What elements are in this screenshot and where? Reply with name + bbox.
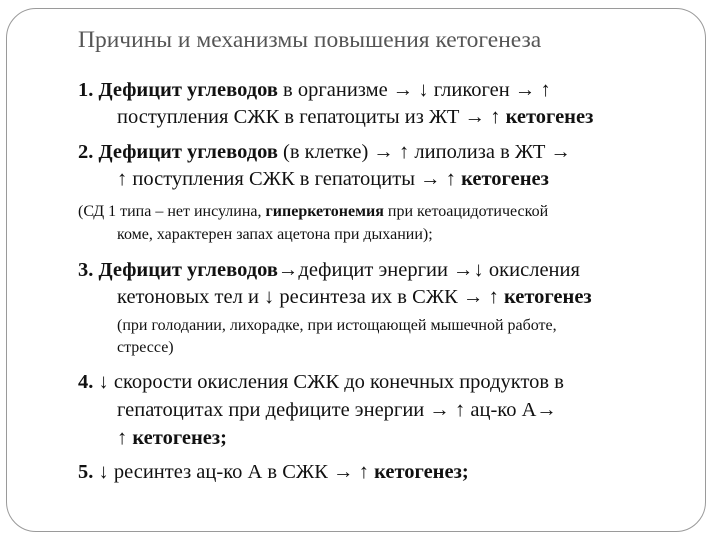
bold-term: Дефицит углеводов: [98, 79, 278, 101]
item-5-line-1: [78, 459, 469, 485]
item-2-line-1: [78, 139, 571, 165]
note-sd1-line-1: [78, 201, 548, 223]
note-text: стрессе): [117, 339, 174, 356]
item-4-line-3: [117, 425, 227, 451]
item-3-line-2: [117, 284, 592, 310]
item-3-note-line-2: [117, 337, 174, 359]
item-3-line-1: [78, 257, 580, 283]
note-text: при кетоацидотической: [387, 203, 549, 220]
item-text: гепатоцитах при дефиците энергии → ↑ ац-ко А→: [117, 399, 557, 421]
item-number: 1.: [78, 79, 94, 101]
slide-title: Причины и механизмы повышения кетогенеза: [78, 27, 542, 53]
bold-term: гиперкетонемия: [265, 203, 384, 220]
bold-term: кетогенез;: [374, 461, 469, 483]
item-1-line-2: [117, 104, 593, 130]
item-3-note-line-1: [117, 315, 557, 337]
item-1-line-1: [78, 77, 551, 103]
item-text: ↓ ресинтез ац-ко А в СЖК → ↑: [98, 461, 369, 483]
bold-term: кетогенез: [505, 106, 594, 128]
item-text: в организме → ↓ гликоген → ↑: [283, 79, 551, 101]
item-text: ↑ поступления СЖК в гепатоциты → ↑: [117, 168, 456, 190]
item-number: 5.: [78, 461, 94, 483]
item-4-line-1: [78, 369, 564, 395]
item-number: 2.: [78, 141, 94, 163]
bold-term: кетогенез: [461, 168, 549, 190]
note-text: (при голодании, лихорадке, при истощающей мышечной работе,: [117, 317, 557, 334]
item-text: кетоновых тел и ↓ ресинтеза их в СЖК → ↑: [117, 286, 499, 308]
item-4-line-2: [117, 397, 557, 423]
item-text: ↓ скорости окисления СЖК до конечных продуктов в: [98, 371, 564, 393]
item-text: →дефицит энергии →↓ окисления: [277, 259, 580, 281]
bold-term: Дефицит углеводов: [98, 259, 278, 281]
bold-term: кетогенез: [503, 286, 592, 308]
item-2-line-2: [117, 166, 549, 192]
item-number: 4.: [78, 371, 94, 393]
note-text: коме, характерен запах ацетона при дыхании);: [117, 226, 433, 243]
item-text: поступления СЖК в гепатоциты из ЖТ → ↑: [117, 106, 501, 128]
note-sd1-line-2: [117, 224, 433, 246]
item-text: (в клетке) → ↑ липолиза в ЖТ →: [283, 141, 572, 163]
bold-term: Дефицит углеводов: [98, 141, 278, 163]
item-number: 3.: [78, 259, 94, 281]
note-text: (СД 1 типа – нет инсулина,: [78, 203, 262, 220]
bold-term: кетогенез;: [132, 427, 227, 449]
item-text: ↑: [117, 427, 128, 449]
